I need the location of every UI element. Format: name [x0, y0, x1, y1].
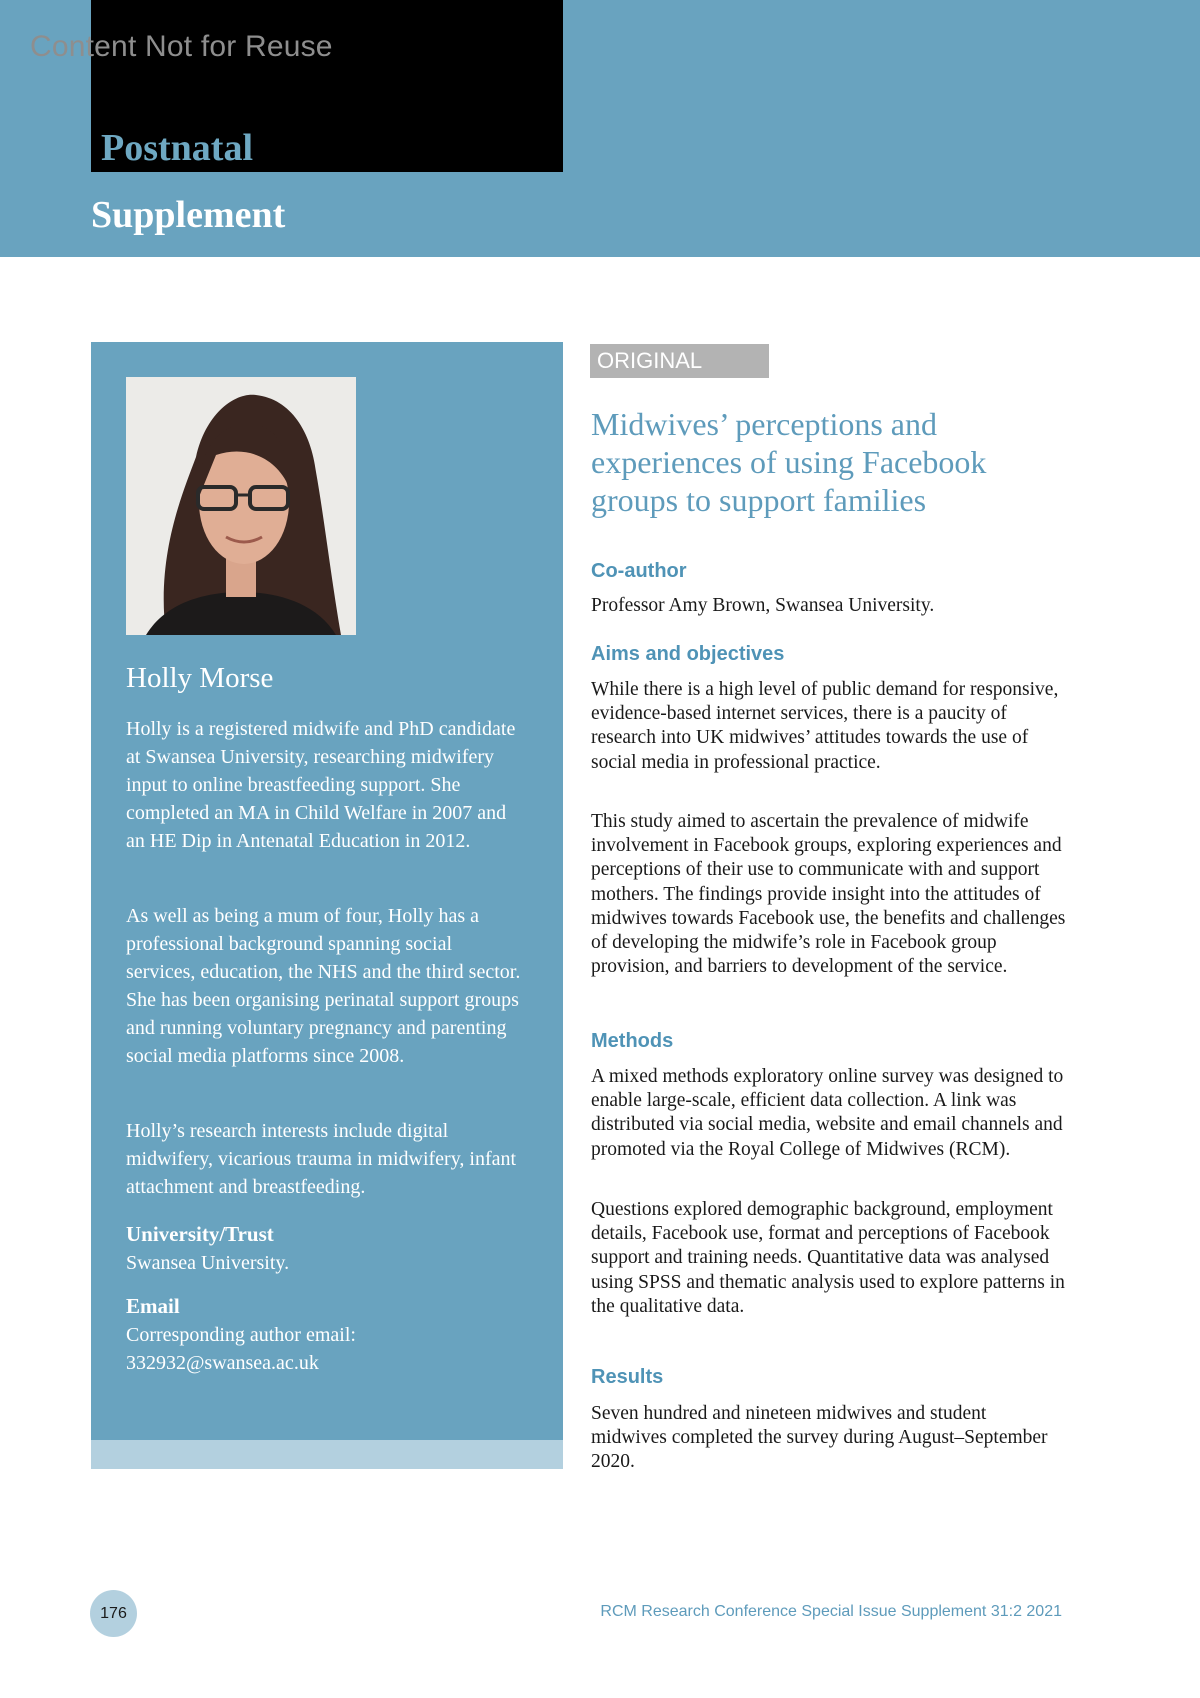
- email-intro: Corresponding author email:: [126, 1324, 356, 1346]
- author-bio-paragraph: As well as being a mum of four, Holly has a professional background spanning social services, education, the NHS and the third sector. She has been organising perinatal support groups and running voluntary pregnancy and parenting social media platforms since 2008.: [126, 905, 521, 1067]
- coauthor-text: Professor Amy Brown, Swansea University.: [591, 595, 935, 616]
- article-title: Midwives’ perceptions and experiences of using Facebook groups to support families: [591, 406, 987, 518]
- author-profile-strip: [91, 1440, 563, 1469]
- methods-paragraph: A mixed methods exploratory online survey was designed to enable large-scale, efficient data collection. A link was distributed via social media, website and email channels and promoted via the Royal College of Midwives (RCM).: [591, 1066, 1064, 1160]
- author-bio-paragraph: Holly is a registered midwife and PhD candidate at Swansea University, researching midwifery input to online breastfeeding support. She completed an MA in Child Welfare in 2007 and an HE Dip in Antenatal Education in 2012.: [126, 718, 516, 852]
- header-title-postnatal: Postnatal: [101, 127, 253, 169]
- author-bio-paragraph: Holly’s research interests include digital midwifery, vicarious trauma in midwifery, infant attachment and breastfeeding.: [126, 1120, 517, 1198]
- section-heading-methods: Methods: [591, 1030, 674, 1052]
- methods-paragraph: Questions explored demographic background, employment details, Facebook use, format and perceptions of Facebook support and training needs. Quantitative data was analysed using SPSS and thematic analysis used to explore patterns in the qualitative data.: [591, 1199, 1065, 1317]
- header-title-supplement: Supplement: [91, 194, 286, 236]
- section-heading-aims: Aims and objectives: [591, 643, 785, 665]
- university-label: University/Trust: [126, 1222, 274, 1246]
- page-number: 176: [90, 1590, 137, 1637]
- journal-footer: RCM Research Conference Special Issue Supplement 31:2 2021: [600, 1603, 1062, 1620]
- aims-paragraph: While there is a high level of public demand for responsive, evidence-based internet services, there is a paucity of research into UK midwives’ attitudes towards the use of social media in professional practice.: [591, 679, 1059, 773]
- section-heading-results: Results: [591, 1366, 664, 1388]
- aims-paragraph: This study aimed to ascertain the prevalence of midwife involvement in Facebook groups, exploring experiences and perceptions of their use to communicate with and support mothers. The findings provide insight into the attitudes of midwives towards Facebook use, the benefits and challenges of developing the midwife’s role in Facebook group provision, and barriers to development of the service.: [591, 811, 1066, 978]
- university-value: Swansea University.: [126, 1252, 290, 1274]
- email-address[interactable]: 332932@swansea.ac.uk: [126, 1352, 319, 1374]
- article-type-badge: ORIGINAL: [590, 344, 769, 378]
- results-paragraph: Seven hundred and nineteen midwives and student midwives completed the survey during August–September 2020.: [591, 1403, 1048, 1473]
- section-heading-coauthor: Co-author: [591, 560, 687, 582]
- author-name: Holly Morse: [126, 662, 274, 694]
- author-photo: [126, 377, 356, 635]
- watermark: Content Not for Reuse: [30, 30, 333, 63]
- email-label: Email: [126, 1294, 180, 1318]
